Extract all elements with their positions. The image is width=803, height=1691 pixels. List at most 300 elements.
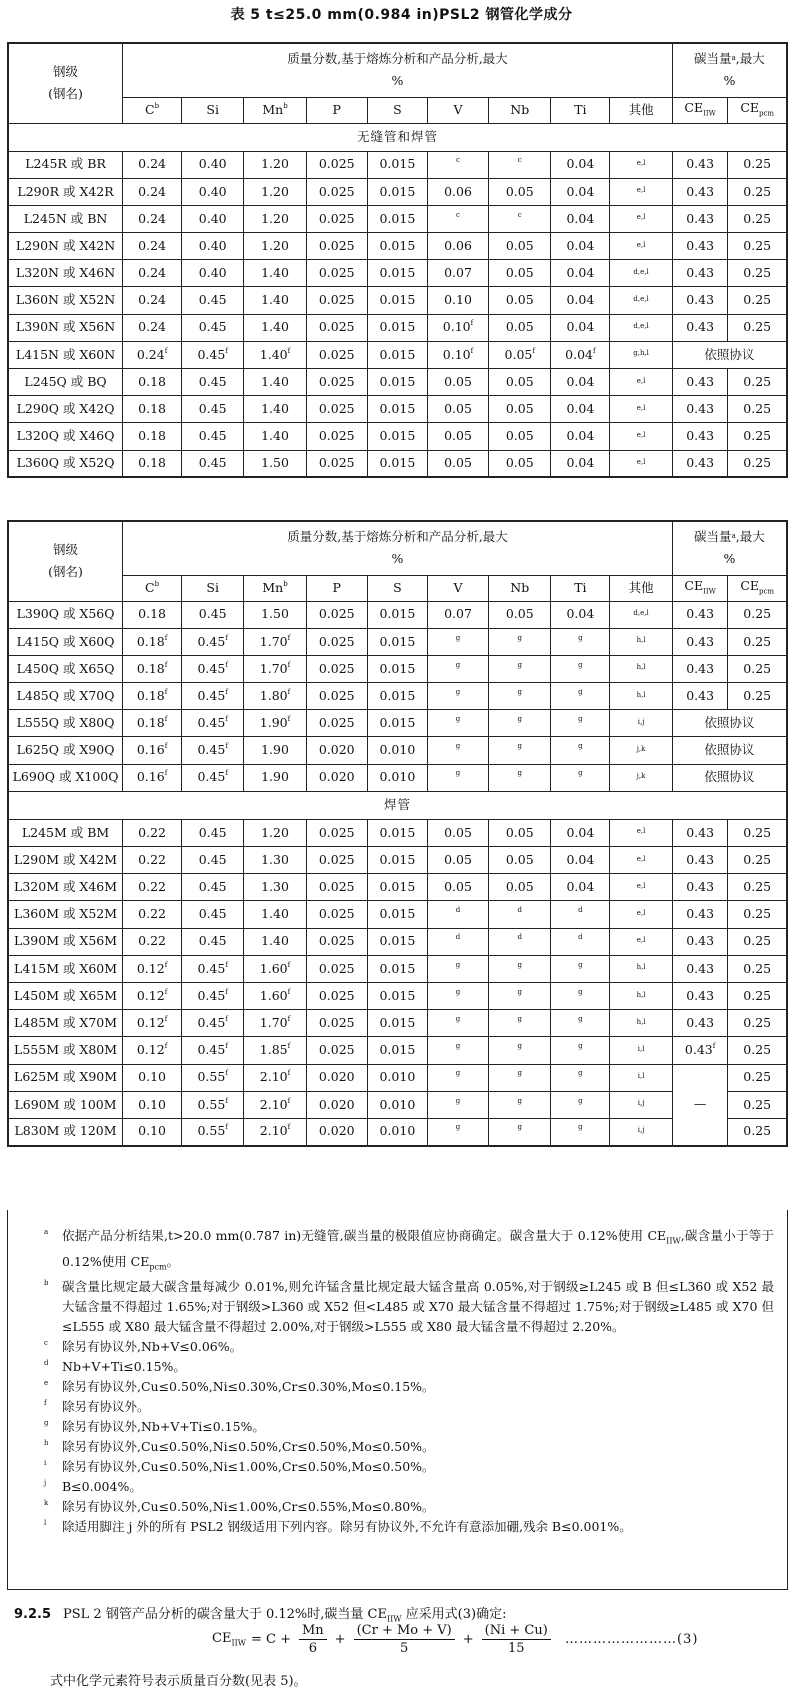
- value-cell: 0.05: [489, 396, 551, 423]
- value-cell: 0.010: [367, 1091, 427, 1118]
- footnote-f: [44, 1397, 774, 1417]
- footnote-ref: f: [470, 346, 474, 355]
- value-cell: 0.015: [367, 450, 427, 477]
- footnote-ref: h,l: [636, 636, 646, 645]
- footnote-ref: f: [225, 633, 228, 642]
- table-row: [8, 1037, 787, 1064]
- footnote-ref: f: [225, 1014, 228, 1023]
- footnote-ref: i,j: [637, 1099, 645, 1108]
- footnote-ref: g: [455, 633, 461, 642]
- value-cell: 0.16$^f$: [123, 737, 182, 764]
- value-cell: 0.015: [367, 874, 427, 901]
- grade-cell: L415M 或 X60M: [8, 955, 123, 982]
- footnote-ref: g: [578, 1096, 583, 1105]
- value-cell: 0.24$^f$: [123, 341, 182, 368]
- mass-unit: %: [391, 551, 404, 567]
- other-cell: [610, 260, 672, 287]
- grade-cell: L390M 或 X56M: [8, 928, 123, 955]
- value-cell: 0.25: [728, 683, 787, 710]
- value-cell: 1.50: [244, 601, 306, 628]
- value-cell: 0.45: [182, 928, 244, 955]
- value-cell: 0.45$^f$: [182, 955, 244, 982]
- footnote-ref: g: [517, 1014, 522, 1023]
- footnote-ref: g: [517, 1042, 522, 1051]
- value-cell: 1.20: [244, 151, 306, 178]
- footnote-ref: j,k: [636, 772, 646, 781]
- value-cell: 0.04: [551, 601, 610, 628]
- table-row: [8, 710, 787, 737]
- footnote-ref: f: [287, 660, 291, 669]
- footnote-g: [44, 1417, 774, 1437]
- footnote-ref: f: [225, 1042, 228, 1051]
- ce-unit: %: [723, 73, 736, 89]
- column-header-p: P: [306, 97, 367, 123]
- value-cell: [551, 928, 610, 955]
- footnote-ref: h,l: [636, 663, 646, 672]
- value-cell: 0.43: [672, 601, 728, 628]
- footnotes: [7, 1210, 788, 1590]
- footnote-ref: f: [225, 1096, 228, 1105]
- value-cell: 0.43: [672, 847, 728, 874]
- value-cell: 0.05: [489, 450, 551, 477]
- ce-label: 碳当量$^a$,最大: [694, 51, 765, 67]
- value-cell: 0.45: [182, 369, 244, 396]
- footnote-ref: f: [470, 319, 474, 328]
- footnote-ref: g: [578, 715, 583, 724]
- footnote-ref: f: [225, 715, 228, 724]
- value-cell: 0.025: [306, 901, 367, 928]
- value-cell: 0.25: [728, 178, 787, 205]
- value-cell: 1.20: [244, 819, 306, 846]
- value-cell: 0.025: [306, 233, 367, 260]
- footnote-ref: f: [164, 1014, 168, 1023]
- footnote-ref: d: [578, 933, 583, 942]
- value-cell: [427, 764, 488, 791]
- value-cell: 0.45: [182, 601, 244, 628]
- table-row: [8, 955, 787, 982]
- value-cell: 依照协议: [672, 764, 787, 791]
- footnote-ref: e,l: [636, 457, 646, 466]
- value-cell: 0.010: [367, 737, 427, 764]
- value-cell: [427, 205, 488, 232]
- value-cell: 0.025: [306, 260, 367, 287]
- value-cell: 0.04: [551, 450, 610, 477]
- value-cell: [427, 982, 488, 1009]
- value-cell: 1.30: [244, 847, 306, 874]
- other-cell: [610, 205, 672, 232]
- value-cell: 0.43: [672, 901, 728, 928]
- value-cell: 0.18$^f$: [123, 710, 182, 737]
- value-cell: 0.43: [672, 982, 728, 1009]
- footnote-ref: d: [455, 933, 461, 942]
- value-cell: 0.45: [182, 396, 244, 423]
- value-cell: 0.25: [728, 819, 787, 846]
- value-cell: 2.10$^f$: [244, 1064, 306, 1091]
- value-cell: 0.04: [551, 151, 610, 178]
- value-cell: 0.24: [123, 205, 182, 232]
- footnote-ref: f: [287, 633, 291, 642]
- footnote-ref: h,l: [636, 1017, 646, 1026]
- footnote-marker: e: [44, 1379, 49, 1387]
- column-header-ce-iiw: $CE_{IIW}$: [672, 575, 728, 601]
- value-cell: 0.25: [728, 1064, 787, 1091]
- value-cell: 0.45: [182, 314, 244, 341]
- grade-header: [8, 43, 123, 123]
- subscript: pcm: [759, 587, 775, 596]
- value-cell: 0.015: [367, 233, 427, 260]
- table-row: [8, 1064, 787, 1091]
- ce-unit: %: [723, 551, 736, 567]
- footnote-ref: b: [283, 579, 288, 588]
- footnote-ref: g: [578, 687, 583, 696]
- value-cell: 0.020: [306, 764, 367, 791]
- value-cell: [489, 1064, 551, 1091]
- footnote-ref: g: [517, 715, 522, 724]
- value-cell: 0.24: [123, 233, 182, 260]
- other-cell: [610, 369, 672, 396]
- value-cell: 0.25: [728, 847, 787, 874]
- value-cell: 0.43: [672, 260, 728, 287]
- other-cell: [610, 737, 672, 764]
- value-cell: 1.85$^f$: [244, 1037, 306, 1064]
- value-cell: 0.45: [182, 819, 244, 846]
- footnote-marker: i: [44, 1459, 47, 1467]
- value-cell: 0.04: [551, 205, 610, 232]
- grade-cell: L320Q 或 X46Q: [8, 423, 123, 450]
- other-cell: [610, 655, 672, 682]
- value-cell: 0.43: [672, 928, 728, 955]
- value-cell: [489, 628, 551, 655]
- footnote-ref: i,j: [637, 1126, 645, 1135]
- grade-cell: L830M 或 120M: [8, 1118, 123, 1145]
- footnote-ref: h,l: [636, 990, 646, 999]
- value-cell: [489, 737, 551, 764]
- value-cell: 0.06: [427, 178, 488, 205]
- footnote-ref: g: [578, 987, 583, 996]
- value-cell: 0.22: [123, 847, 182, 874]
- value-cell: 0.015: [367, 423, 427, 450]
- footnote-ref: g: [455, 960, 461, 969]
- table-row: [8, 369, 787, 396]
- footnote-ref: g: [517, 633, 522, 642]
- value-cell: 0.025: [306, 151, 367, 178]
- value-cell: 0.22: [123, 901, 182, 928]
- grade-cell: L290N 或 X42N: [8, 233, 123, 260]
- value-cell: 0.015: [367, 314, 427, 341]
- carbon-equivalent-header: [672, 521, 787, 575]
- grade-cell: L320N 或 X46N: [8, 260, 123, 287]
- value-cell: 0.43: [672, 955, 728, 982]
- value-cell: 0.025: [306, 601, 367, 628]
- other-cell: [610, 1118, 672, 1145]
- value-cell: 0.43: [672, 178, 728, 205]
- value-cell: 0.05: [427, 847, 488, 874]
- footnote-ref: d,e,l: [633, 609, 649, 618]
- footnote-ref: g: [517, 960, 522, 969]
- value-cell: 0.04: [551, 396, 610, 423]
- table-row: [8, 341, 787, 368]
- value-cell: 1.90: [244, 737, 306, 764]
- value-cell: 0.04: [551, 287, 610, 314]
- footnote-ref: c: [456, 210, 460, 219]
- value-cell: 0.16$^f$: [123, 764, 182, 791]
- footnote-ref: g: [455, 715, 461, 724]
- column-header-si: Si: [182, 575, 244, 601]
- value-cell: 0.40: [182, 151, 244, 178]
- value-cell: 0.55$^f$: [182, 1118, 244, 1145]
- grade-cell: L690M 或 100M: [8, 1091, 123, 1118]
- value-cell: 1.90$^f$: [244, 710, 306, 737]
- value-cell: [489, 901, 551, 928]
- value-cell: [551, 1010, 610, 1037]
- table-row: [8, 423, 787, 450]
- footnote-ref: f: [287, 1069, 291, 1078]
- other-cell: [610, 341, 672, 368]
- grade-cell: L625Q 或 X90Q: [8, 737, 123, 764]
- value-cell: [489, 928, 551, 955]
- table-row: [8, 601, 787, 628]
- value-cell: 0.25: [728, 369, 787, 396]
- value-cell: 0.43: [672, 683, 728, 710]
- subscript: pcm: [759, 109, 775, 118]
- column-header-c: $C^b$: [123, 97, 182, 123]
- table-row: [8, 683, 787, 710]
- table-row: [8, 1091, 787, 1118]
- value-cell: 依照协议: [672, 737, 787, 764]
- value-cell: 0.45$^f$: [182, 982, 244, 1009]
- value-cell: [427, 710, 488, 737]
- value-cell: 0.04: [551, 369, 610, 396]
- formula-3: $CE_{IIW}$ = C + $\frac{Mn}{6}$ + $\frac{(Cr + Mo + V)}{5}$ + $\frac{(Ni + Cu)}{15}$: [212, 1616, 554, 1662]
- footnote-ref: g: [517, 1123, 522, 1132]
- value-cell: 0.12$^f$: [123, 1037, 182, 1064]
- footnote-ref: g: [455, 687, 461, 696]
- value-cell: 0.025: [306, 423, 367, 450]
- footnote-ref: e,l: [636, 827, 646, 836]
- value-cell: [489, 683, 551, 710]
- formula-eq: = C +: [250, 1631, 291, 1647]
- table-row: [8, 737, 787, 764]
- value-cell: [551, 901, 610, 928]
- value-cell: 0.05: [489, 601, 551, 628]
- value-cell: 2.10$^f$: [244, 1118, 306, 1145]
- table-row: [8, 450, 787, 477]
- other-cell: [610, 874, 672, 901]
- subscript: IIW: [703, 109, 716, 118]
- mass-label: 质量分数,基于熔炼分析和产品分析,最大: [287, 529, 508, 545]
- value-cell: 0.10$^f$: [427, 341, 488, 368]
- value-cell: [551, 655, 610, 682]
- other-cell: [610, 287, 672, 314]
- value-cell: 0.010: [367, 1118, 427, 1145]
- footnote-j: [44, 1477, 774, 1497]
- value-cell: 0.025: [306, 683, 367, 710]
- value-cell: 0.25: [728, 955, 787, 982]
- value-cell: 0.45: [182, 423, 244, 450]
- value-cell: 0.43: [672, 819, 728, 846]
- value-cell: 依照协议: [672, 710, 787, 737]
- footnote-ref: g,h,l: [633, 349, 649, 358]
- value-cell: 0.015: [367, 683, 427, 710]
- value-cell: 0.025: [306, 928, 367, 955]
- value-cell: [489, 655, 551, 682]
- footnote-text: 除另有协议外,Cu≤0.50%,Ni≤0.30%,Cr≤0.30%,Mo≤0.15%。: [62, 1379, 435, 1394]
- footnote-ref: e,l: [636, 240, 646, 249]
- footnote-ref: i,l: [637, 1044, 645, 1053]
- footnote-ref: f: [225, 742, 228, 751]
- value-cell: 0.025: [306, 982, 367, 1009]
- value-cell: 0.10: [123, 1118, 182, 1145]
- value-cell: [489, 982, 551, 1009]
- value-cell: 0.05: [489, 233, 551, 260]
- column-header-mn: Mn$^b$: [244, 97, 306, 123]
- footnote-l: [44, 1517, 774, 1537]
- value-cell: 0.025: [306, 1010, 367, 1037]
- value-cell: 0.12$^f$: [123, 955, 182, 982]
- value-cell: [489, 1037, 551, 1064]
- value-cell: 0.45$^f$: [182, 1010, 244, 1037]
- other-cell: [610, 1064, 672, 1091]
- value-cell: 0.25: [728, 982, 787, 1009]
- value-cell: 0.04$^f$: [551, 341, 610, 368]
- table-row: [8, 982, 787, 1009]
- footnote-ref: f: [287, 987, 291, 996]
- table-row: [8, 205, 787, 232]
- value-cell: 0.025: [306, 178, 367, 205]
- value-cell: 1.40: [244, 260, 306, 287]
- value-cell: 0.04: [551, 423, 610, 450]
- value-cell: 0.25: [728, 260, 787, 287]
- footnote-h: [44, 1437, 774, 1457]
- value-cell: 0.05: [489, 847, 551, 874]
- equation-number: ……………………(3): [565, 1632, 699, 1647]
- footnote-ref: g: [578, 742, 583, 751]
- value-cell: 0.25: [728, 601, 787, 628]
- value-cell: 0.43: [672, 450, 728, 477]
- footnote-ref: f: [164, 769, 168, 778]
- mass-unit: %: [391, 73, 404, 89]
- table-row: [8, 874, 787, 901]
- footnote-ref: g: [578, 1014, 583, 1023]
- value-cell: 0.015: [367, 1010, 427, 1037]
- table-row: [8, 628, 787, 655]
- footnote-ref: a: [731, 532, 736, 541]
- value-cell: [551, 1118, 610, 1145]
- other-cell: [610, 928, 672, 955]
- other-cell: [610, 450, 672, 477]
- grade-cell: L245Q 或 BQ: [8, 369, 123, 396]
- column-header-v: V: [427, 97, 488, 123]
- value-cell: 0.43: [672, 233, 728, 260]
- value-cell: 0.45$^f$: [182, 683, 244, 710]
- other-cell: [610, 423, 672, 450]
- value-cell: 0.43: [672, 151, 728, 178]
- grade-cell: L485M 或 X70M: [8, 1010, 123, 1037]
- value-cell: 0.05: [489, 423, 551, 450]
- column-header-p: P: [306, 575, 367, 601]
- value-cell: 0.015: [367, 341, 427, 368]
- value-cell: [551, 1064, 610, 1091]
- footnote-ref: c: [456, 156, 460, 165]
- footnote-ref: e,l: [636, 881, 646, 890]
- footnote-d: [44, 1357, 774, 1377]
- value-cell: 1.20: [244, 178, 306, 205]
- footnote-text: B≤0.004%。: [62, 1479, 142, 1494]
- table-row: [8, 396, 787, 423]
- footnote-ref: f: [532, 346, 535, 355]
- footnote-ref: g: [517, 1069, 522, 1078]
- value-cell: 0.25: [728, 655, 787, 682]
- value-cell: 0.40: [182, 233, 244, 260]
- column-header-ti: Ti: [551, 97, 610, 123]
- footnote-ref: f: [712, 1042, 716, 1051]
- clause-text: PSL 2 钢管产品分析的碳含量大于 0.12%时,碳当量 $CE_{IIW}$ 应采用式(3)确定:: [63, 1607, 507, 1624]
- value-cell: 0.020: [306, 1064, 367, 1091]
- value-cell: 1.40: [244, 314, 306, 341]
- footnote-ref: f: [164, 633, 168, 642]
- value-cell: [427, 655, 488, 682]
- value-cell: 0.015: [367, 901, 427, 928]
- value-cell: 0.40: [182, 260, 244, 287]
- value-cell: 0.015: [367, 178, 427, 205]
- value-cell: 0.25: [728, 628, 787, 655]
- value-cell: 0.05: [427, 874, 488, 901]
- footnote-text: 除适用脚注 j 外的所有 PSL2 钢级适用下列内容。除另有协议外,不允许有意添加硼,残余 B≤0.001%。: [62, 1519, 632, 1534]
- value-cell: 0.015: [367, 819, 427, 846]
- value-cell: 0.05$^f$: [489, 341, 551, 368]
- footnote-ref: e,l: [636, 213, 646, 222]
- value-cell: 0.25: [728, 287, 787, 314]
- value-cell: 0.025: [306, 1037, 367, 1064]
- value-cell: 0.45: [182, 287, 244, 314]
- value-cell: 0.18: [123, 601, 182, 628]
- footnote-ref: f: [593, 346, 596, 355]
- grade-cell: L450M 或 X65M: [8, 982, 123, 1009]
- footnote-ref: f: [225, 660, 228, 669]
- grade-cell: L390Q 或 X56Q: [8, 601, 123, 628]
- value-cell: 0.12$^f$: [123, 1010, 182, 1037]
- value-cell: [427, 901, 488, 928]
- footnote-ref: g: [578, 960, 583, 969]
- value-cell: 0.06: [427, 233, 488, 260]
- value-cell: [551, 1091, 610, 1118]
- value-cell: 0.18$^f$: [123, 628, 182, 655]
- footnote-text: 除另有协议外,Nb+V≤0.06%。: [62, 1339, 243, 1354]
- value-cell: 0.45$^f$: [182, 655, 244, 682]
- footnote-ref: f: [164, 346, 168, 355]
- value-cell: 0.025: [306, 314, 367, 341]
- grade-cell: L690Q 或 X100Q: [8, 764, 123, 791]
- value-cell: 1.20: [244, 205, 306, 232]
- value-cell: 0.015: [367, 628, 427, 655]
- other-cell: [610, 955, 672, 982]
- value-cell: [427, 1118, 488, 1145]
- value-cell: [489, 205, 551, 232]
- other-cell: [610, 819, 672, 846]
- value-cell: 0.025: [306, 369, 367, 396]
- footnote-ref: g: [455, 769, 461, 778]
- value-cell: 0.18: [123, 396, 182, 423]
- column-header-c: $C^b$: [123, 575, 182, 601]
- table-row: [8, 314, 787, 341]
- value-cell: 0.25: [728, 1118, 787, 1145]
- value-cell: 0.025: [306, 396, 367, 423]
- grade-cell: L245N 或 BN: [8, 205, 123, 232]
- other-cell: [610, 396, 672, 423]
- footnote-ref: e,l: [636, 403, 646, 412]
- value-cell: 0.25: [728, 1037, 787, 1064]
- value-cell: 0.015: [367, 151, 427, 178]
